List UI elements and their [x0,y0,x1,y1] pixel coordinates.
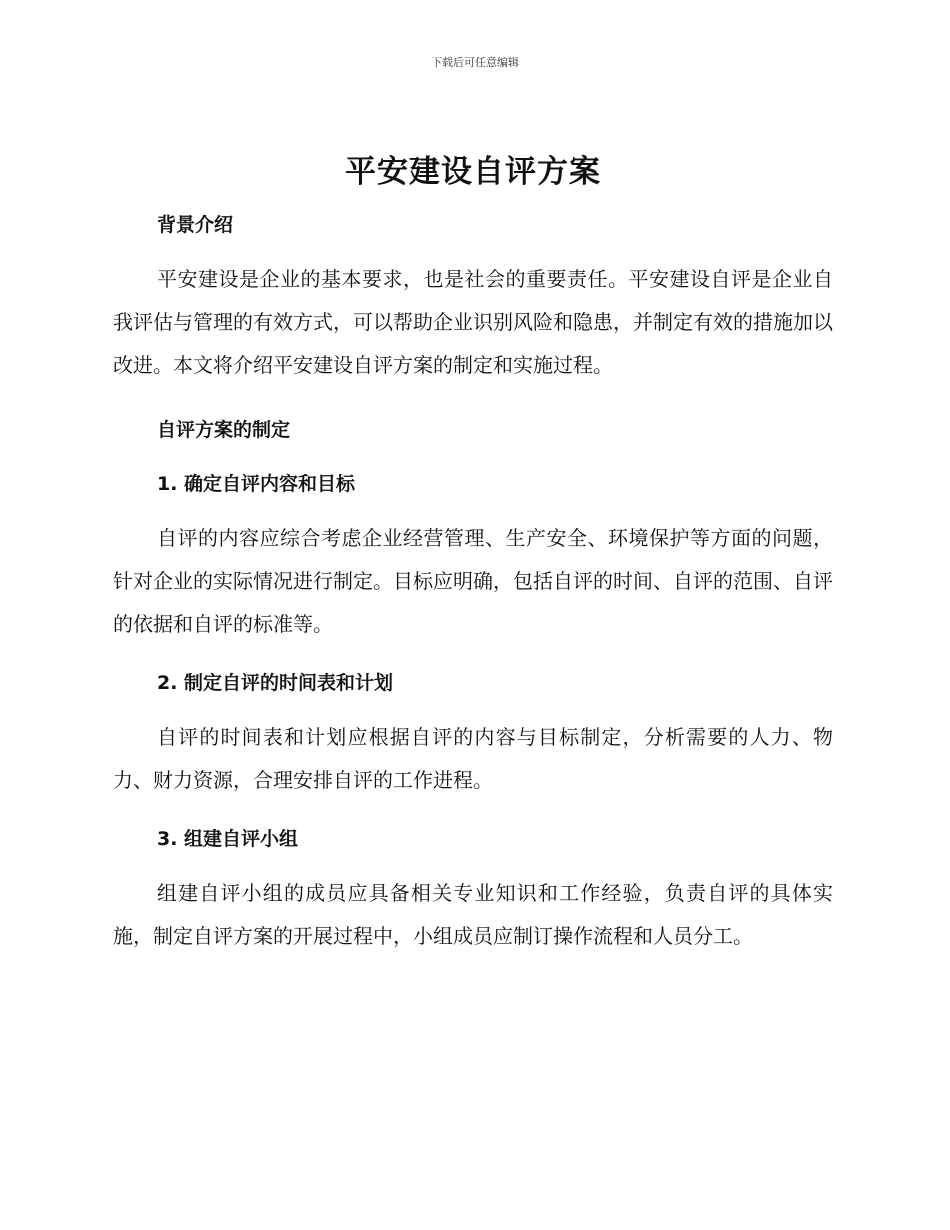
section-heading-background: 背景介绍 [157,214,234,236]
section-heading-content-goals: 1. 确定自评内容和目标 [157,473,356,495]
section-paragraph-content-goals: 自评的内容应综合考虑企业经营管理、生产安全、环境保护等方面的问题，针对企业的实际情况进行制定。目标应明确，包括自评的时间、自评的范围、自评的依据和自评的标准等。 [113,526,833,636]
section-heading-team: 3. 组建自评小组 [157,828,299,850]
section-paragraph-background: 平安建设是企业的基本要求，也是社会的重要责任。平安建设自评是企业自我评估与管理的有效方式，可以帮助企业识别风险和隐患，并制定有效的措施加以改进。本文将介绍平安建设自评方案的制定和实施过程。 [113,267,833,377]
section-heading-schedule: 2. 制定自评的时间表和计划 [157,672,394,694]
document-body [113,148,833,958]
document-title: 平安建设自评方案 [345,154,601,190]
section-paragraph-team: 组建自评小组的成员应具备相关专业知识和工作经验，负责自评的具体实施，制定自评方案的开展过程中，小组成员应制订操作流程和人员分工。 [113,881,833,948]
section-paragraph-schedule: 自评的时间表和计划应根据自评的内容与目标制定，分析需要的人力、物力、财力资源，合理安排自评的工作进程。 [113,725,833,792]
section-heading-plan: 自评方案的制定 [157,419,291,441]
header-note: 下载后可任意编辑 [431,56,519,69]
